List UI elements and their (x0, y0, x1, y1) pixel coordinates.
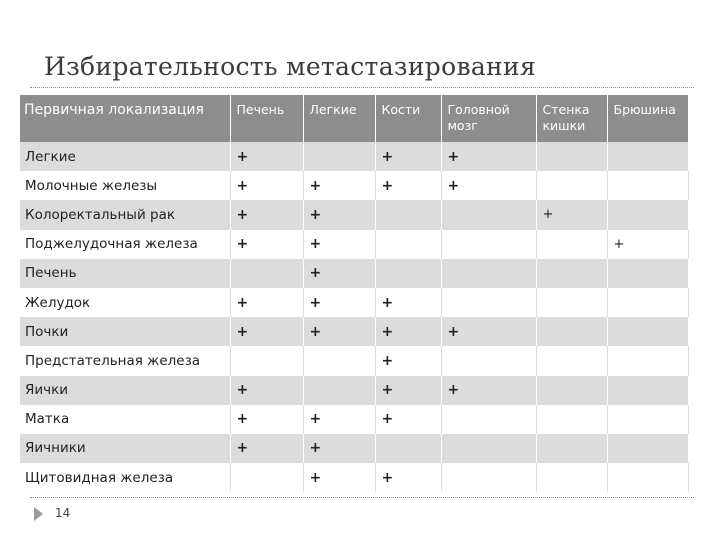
table-cell: + (375, 317, 441, 346)
table-cell (607, 405, 688, 434)
table-cell (536, 346, 607, 375)
table-cell: + (607, 230, 688, 259)
column-header: Брюшина (607, 95, 688, 142)
table-cell (441, 463, 536, 492)
table-cell (607, 317, 688, 346)
table-cell (303, 346, 375, 375)
table-cell (536, 230, 607, 259)
table-cell (536, 434, 607, 463)
table-cell (536, 317, 607, 346)
table-cell (375, 259, 441, 288)
slide-title: Избирательность метастазирования (44, 52, 537, 81)
table-cell (303, 142, 375, 171)
row-label: Легкие (20, 142, 230, 171)
row-label: Поджелудочная железа (20, 230, 230, 259)
row-label: Молочные железы (20, 171, 230, 200)
row-label: Предстательная железа (20, 346, 230, 375)
table-cell: + (375, 346, 441, 375)
table-cell (536, 463, 607, 492)
table-cell: + (441, 171, 536, 200)
table-cell (536, 405, 607, 434)
table-cell (607, 463, 688, 492)
table-header-row (20, 95, 688, 142)
table-cell: + (375, 463, 441, 492)
metastasis-table (20, 95, 689, 492)
table-cell: + (230, 171, 303, 200)
table-row (20, 405, 688, 434)
table-row (20, 142, 688, 171)
row-label: Яички (20, 376, 230, 405)
table-cell: + (230, 434, 303, 463)
table-cell (230, 259, 303, 288)
column-header: Первичная локализация (20, 95, 230, 142)
page-arrow-icon (34, 507, 43, 521)
table-cell (441, 259, 536, 288)
table-cell: + (303, 259, 375, 288)
table-cell (375, 200, 441, 229)
table-row (20, 230, 688, 259)
table-cell: + (375, 142, 441, 171)
table-row (20, 200, 688, 229)
table-row (20, 317, 688, 346)
table-row (20, 463, 688, 492)
table-cell: + (303, 434, 375, 463)
column-header: Печень (230, 95, 303, 142)
title-divider (30, 87, 694, 88)
table-row (20, 288, 688, 317)
table-cell: + (375, 405, 441, 434)
row-label: Колоректальный рак (20, 200, 230, 229)
table-row (20, 346, 688, 375)
table-cell (441, 405, 536, 434)
column-header: Стенка кишки (536, 95, 607, 142)
table-cell (607, 288, 688, 317)
table-cell: + (230, 142, 303, 171)
table-cell: + (303, 317, 375, 346)
table-cell: + (441, 376, 536, 405)
table-cell (375, 230, 441, 259)
table-cell: + (230, 230, 303, 259)
table-cell (607, 200, 688, 229)
table-cell (375, 434, 441, 463)
table-cell (536, 171, 607, 200)
table-cell (303, 376, 375, 405)
table-cell: + (303, 171, 375, 200)
table-cell: + (230, 376, 303, 405)
table-cell (536, 288, 607, 317)
table-cell (536, 259, 607, 288)
row-label: Желудок (20, 288, 230, 317)
footer-divider (30, 497, 694, 498)
table-cell (607, 346, 688, 375)
table-cell (607, 142, 688, 171)
table-cell: + (230, 405, 303, 434)
row-label: Матка (20, 405, 230, 434)
table-cell: + (230, 288, 303, 317)
table-cell: + (303, 405, 375, 434)
column-header: Головной мозг (441, 95, 536, 142)
table-row (20, 434, 688, 463)
table-cell (607, 259, 688, 288)
table-row (20, 259, 688, 288)
table-cell (441, 200, 536, 229)
column-header: Легкие (303, 95, 375, 142)
row-label: Печень (20, 259, 230, 288)
table-cell (607, 171, 688, 200)
column-header: Кости (375, 95, 441, 142)
row-label: Щитовидная железа (20, 463, 230, 492)
table-cell (441, 346, 536, 375)
table-cell (441, 230, 536, 259)
table-cell (230, 463, 303, 492)
table-cell: + (375, 171, 441, 200)
page-number: 14 (55, 506, 71, 520)
table-cell (441, 288, 536, 317)
table-cell (536, 376, 607, 405)
table-row (20, 171, 688, 200)
table-cell (607, 376, 688, 405)
table-cell: + (303, 200, 375, 229)
table-cell: + (441, 142, 536, 171)
table-cell: + (375, 288, 441, 317)
table-row (20, 376, 688, 405)
row-label: Яичники (20, 434, 230, 463)
table-cell: + (375, 376, 441, 405)
table-cell: + (536, 200, 607, 229)
table-cell: + (303, 230, 375, 259)
row-label: Почки (20, 317, 230, 346)
table-cell (230, 346, 303, 375)
table-cell: + (441, 317, 536, 346)
table-cell (441, 434, 536, 463)
table-cell (536, 142, 607, 171)
table-cell: + (230, 317, 303, 346)
table-cell (607, 434, 688, 463)
table-cell: + (303, 463, 375, 492)
table-cell: + (230, 200, 303, 229)
table-cell: + (303, 288, 375, 317)
